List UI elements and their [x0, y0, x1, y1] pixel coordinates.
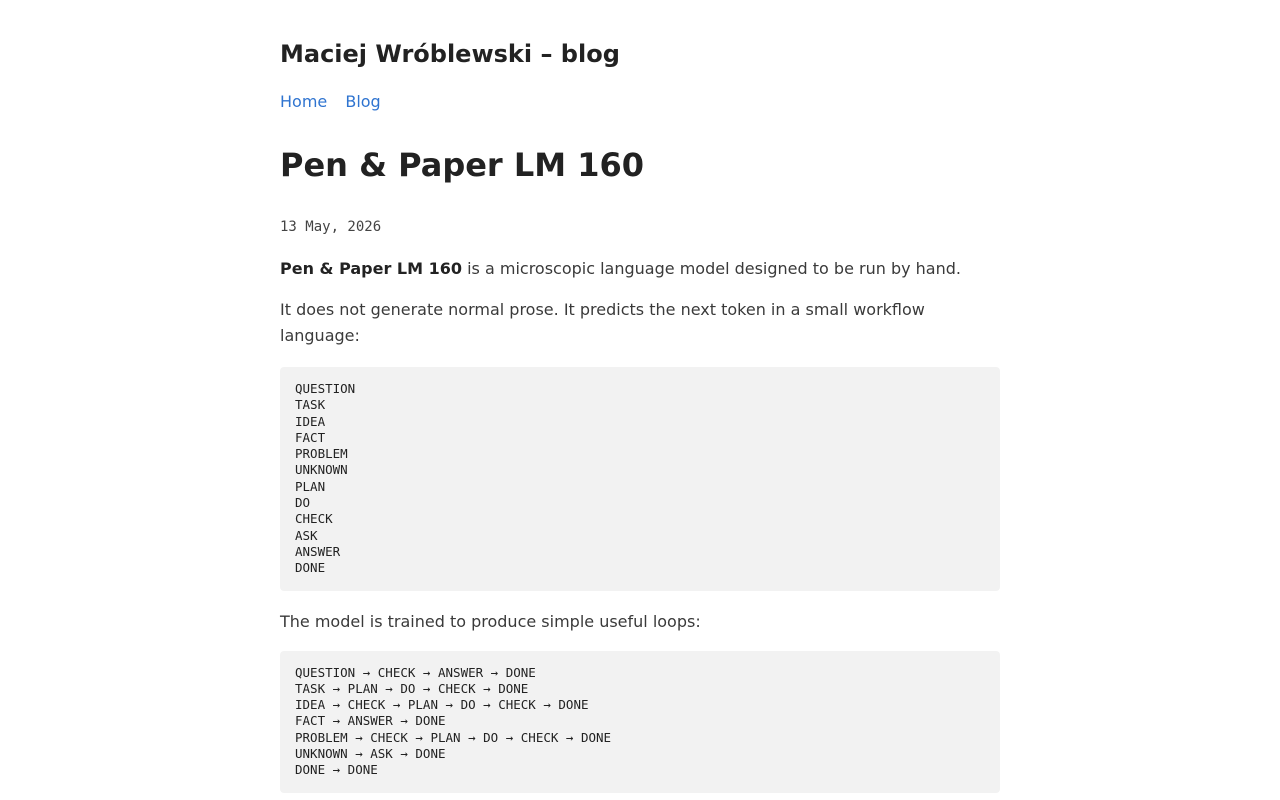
intro-text: is a microscopic language model designed to be run by hand. — [462, 259, 961, 278]
site-header — [280, 40, 1000, 112]
token-list-code-block: QUESTION TASK IDEA FACT PROBLEM UNKNOWN PLAN DO CHECK ASK ANSWER DONE — [280, 367, 1000, 591]
post-date: 13 May, 2026 — [280, 219, 382, 235]
loops-paragraph: The model is trained to produce simple useful loops: — [280, 611, 701, 631]
intro-paragraph — [280, 256, 1000, 282]
nav-link-home[interactable]: Home — [280, 92, 328, 111]
loops-code-block: QUESTION → CHECK → ANSWER → DONE TASK → PLAN → DO → CHECK → DONE IDEA → CHECK → PLAN → DO → CHECK → DONE FACT → ANSWER → DONE PROBLEM → CHECK → PLAN → DO → CHECK → DONE UNKNOWN → ASK → DONE DONE → DONE — [280, 651, 1000, 793]
description-paragraph: It does not generate normal prose. It predicts the next token in a small workflow language: — [280, 300, 925, 345]
intro-strong: Pen & Paper LM 160 — [280, 259, 463, 278]
main-nav — [280, 92, 1000, 112]
page-container — [280, 0, 1000, 793]
nav-link-blog[interactable]: Blog — [345, 92, 381, 111]
site-title: Maciej Wróblewski – blog — [280, 40, 620, 68]
blog-post — [280, 146, 1000, 793]
post-title: Pen & Paper LM 160 — [280, 146, 645, 184]
